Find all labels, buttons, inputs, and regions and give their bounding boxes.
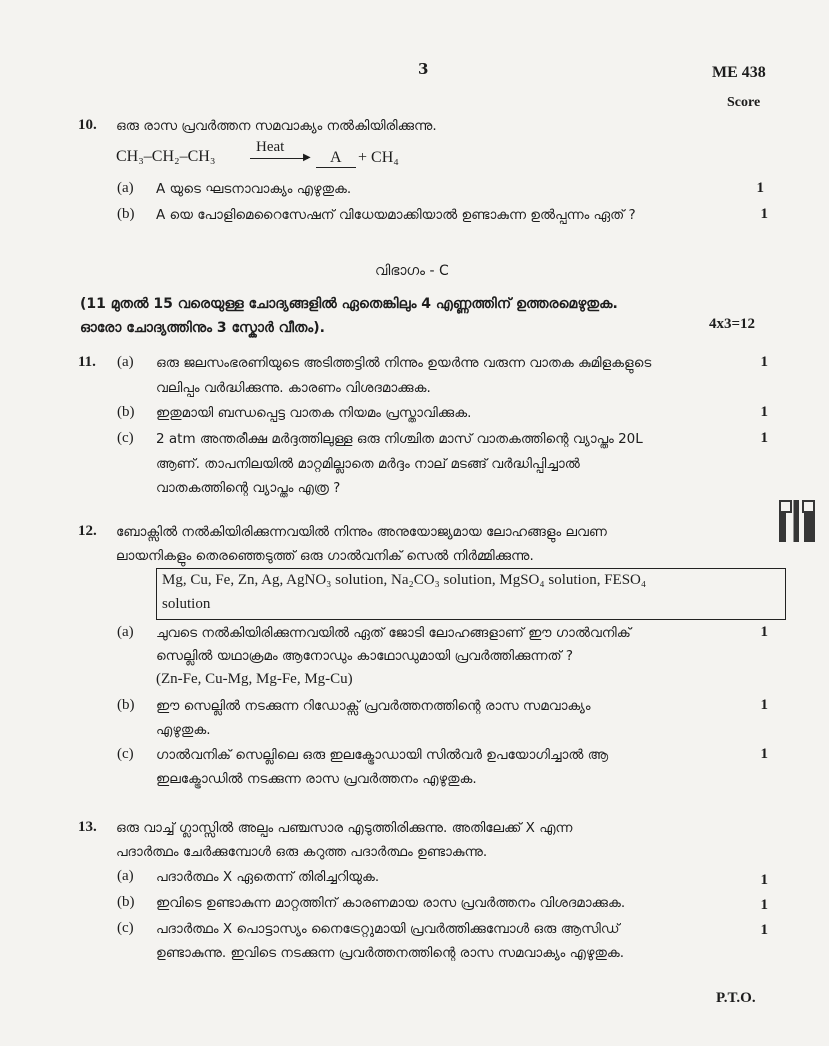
- page-number: 3: [418, 60, 429, 78]
- q11-c-line3: വാതകത്തിന്റെ വ്യാപ്തം എത്ര ?: [156, 480, 341, 496]
- q13-a-score: 1: [760, 872, 768, 888]
- page-turn-over: P.T.O.: [716, 990, 756, 1006]
- q10-b-score: 1: [760, 206, 768, 222]
- q11-c-score: 1: [760, 430, 768, 446]
- equation-arrow: [250, 158, 308, 159]
- q11-a-line2: വലിപ്പം വർദ്ധിക്കുന്നു. കാരണം വിശദമാക്കുക.: [156, 380, 431, 396]
- equation-condition: Heat: [256, 139, 285, 155]
- q11-c-label: (c): [117, 430, 134, 446]
- q11-c-line1: 2 atm അന്തരീക്ഷ മർദ്ദത്തിലുള്ള ഒരു നിശ്ചിത മാസ് വാതകത്തിന്റെ വ്യാപ്തം 20L: [156, 431, 643, 447]
- q10-b-text: A യെ പോളിമെറൈസേഷന് വിധേയമാക്കിയാൽ ഉണ്ടാകുന്ന ഉൽപ്പന്നം ഏത് ?: [156, 207, 636, 223]
- question-12-number: 12.: [78, 523, 97, 539]
- q11-a-score: 1: [760, 354, 768, 370]
- q12-b-score: 1: [760, 697, 768, 713]
- q12-b-line2: എഴുതുക.: [156, 722, 211, 738]
- section-title: വിഭാഗം - C: [375, 263, 449, 279]
- q12-a-label: (a): [117, 624, 134, 640]
- reagent-box-line2: solution: [162, 596, 211, 612]
- q10-b-label: (b): [117, 206, 135, 222]
- arrow-head-icon: ▶: [303, 152, 311, 163]
- equation-product: + CH₄: [358, 149, 399, 166]
- q10-a-score: 1: [756, 180, 764, 196]
- qr-code-icon: [779, 500, 815, 542]
- q12-b-label: (b): [117, 697, 135, 713]
- q13-b-label: (b): [117, 894, 135, 910]
- q12-c-label: (c): [117, 746, 134, 762]
- equation-reactant: CH₃–CH₂–CH₃: [116, 148, 216, 165]
- section-marks: 4x3=12: [709, 316, 756, 332]
- q11-a-line1: ഒരു ജലസംഭരണിയുടെ അടിത്തട്ടിൽ നിന്നും ഉയർന്നു വരുന്ന വാതക കുമിളകളുടെ: [156, 355, 652, 371]
- q12-stem-line2: ലായനികളും തെരഞ്ഞെടുത്ത് ഒരു ഗാൽവനിക് സെൽ നിർമ്മിക്കുന്നു.: [116, 548, 534, 564]
- question-11-number: 11.: [78, 354, 96, 370]
- q12-c-score: 1: [760, 746, 768, 762]
- q13-a-label: (a): [117, 868, 134, 884]
- section-instruction-line1: (11 മുതൽ 15 വരെയുള്ള ചോദ്യങ്ങളിൽ ഏതെങ്കിലും 4 എണ്ണത്തിന് ഉത്തരമെഴുതുക.: [80, 296, 618, 312]
- q13-c-line1: പദാർത്ഥം X പൊട്ടാസ്യം നൈട്രേറ്റുമായി പ്രവർത്തിക്കുമ്പോൾ ഒരു ആസിഡ്: [156, 921, 620, 937]
- q13-b-text: ഇവിടെ ഉണ്ടാകുന്ന മാറ്റത്തിന് കാരണമായ രാസ പ്രവർത്തനം വിശദമാക്കുക.: [156, 895, 626, 911]
- q13-b-score: 1: [760, 897, 768, 913]
- q13-stem-line1: ഒരു വാച്ച് ഗ്ലാസ്സിൽ അല്പം പഞ്ചസാര എടുത്തിരിക്കുന്നു. അതിലേക്ക് X എന്ന: [116, 820, 573, 836]
- paper-code: ME 438: [712, 64, 766, 81]
- q13-c-line2: ഉണ്ടാകുന്നു. ഇവിടെ നടക്കുന്ന പ്രവർത്തനത്തിന്റെ രാസ സമവാക്യം എഴുതുക.: [156, 945, 625, 961]
- blank-underline: [316, 167, 356, 168]
- q12-stem-line1: ബോക്സിൽ നൽകിയിരിക്കുന്നവയിൽ നിന്നും അനുയോജ്യമായ ലോഹങ്ങളും ലവണ: [116, 524, 607, 540]
- score-column-label: Score: [727, 95, 761, 110]
- q13-c-label: (c): [117, 920, 134, 936]
- reagent-box-line1: Mg, Cu, Fe, Zn, Ag, AgNO₃ solution, Na₂CO₃ solution, MgSO₄ solution, FESO₄: [162, 572, 647, 588]
- q13-stem-line2: പദാർത്ഥം ചേർക്കുമ്പോൾ ഒരു കറുത്ത പദാർത്ഥം ഉണ്ടാകുന്നു.: [116, 844, 488, 860]
- question-13-number: 13.: [78, 819, 97, 835]
- q12-a-line1: ചുവടെ നൽകിയിരിക്കുന്നവയിൽ ഏത് ജോടി ലോഹങ്ങളാണ് ഈ ഗാൽവനിക്: [156, 625, 631, 641]
- q11-a-label: (a): [117, 354, 134, 370]
- q13-a-text: പദാർത്ഥം X ഏതെന്ന് തിരിച്ചറിയുക.: [156, 869, 380, 885]
- q11-b-text: ഇതുമായി ബന്ധപ്പെട്ട വാതക നിയമം പ്രസ്താവിക്കുക.: [156, 405, 472, 421]
- q12-a-line2: സെല്ലിൽ യഥാക്രമം ആനോഡും കാഥോഡുമായി പ്രവർത്തിക്കുന്നത് ?: [156, 648, 574, 664]
- q12-a-options: (Zn-Fe, Cu-Mg, Mg-Fe, Mg-Cu): [156, 671, 353, 687]
- q11-b-label: (b): [117, 404, 135, 420]
- q13-c-score: 1: [760, 922, 768, 938]
- question-10-stem: ഒരു രാസ പ്രവർത്തന സമവാക്യം നൽകിയിരിക്കുന്നു.: [116, 118, 437, 134]
- q12-c-line2: ഇലക്ട്രോഡിൽ നടക്കുന്ന രാസ പ്രവർത്തനം എഴുതുക.: [156, 771, 477, 787]
- equation-blank-A: A: [330, 149, 342, 166]
- q12-a-score: 1: [760, 624, 768, 640]
- q12-c-line1: ഗാൽവനിക് സെല്ലിലെ ഒരു ഇലക്ട്രോഡായി സിൽവർ ഉപയോഗിച്ചാൽ ആ: [156, 747, 609, 763]
- section-instruction-line2: ഓരോ ചോദ്യത്തിനും 3 സ്കോർ വീതം).: [80, 320, 325, 336]
- q12-b-line1: ഈ സെല്ലിൽ നടക്കുന്ന റിഡോക്സ് പ്രവർത്തനത്തിന്റെ രാസ സമവാക്യം: [156, 698, 591, 714]
- q11-b-score: 1: [760, 404, 768, 420]
- question-10-number: 10.: [78, 117, 97, 133]
- q10-a-label: (a): [117, 180, 134, 196]
- q11-c-line2: ആണ്. താപനിലയിൽ മാറ്റമില്ലാതെ മർദ്ദം നാല് മടങ്ങ് വർദ്ധിപ്പിച്ചാൽ: [156, 456, 580, 472]
- q10-a-text: A യുടെ ഘടനാവാക്യം എഴുതുക.: [156, 181, 352, 197]
